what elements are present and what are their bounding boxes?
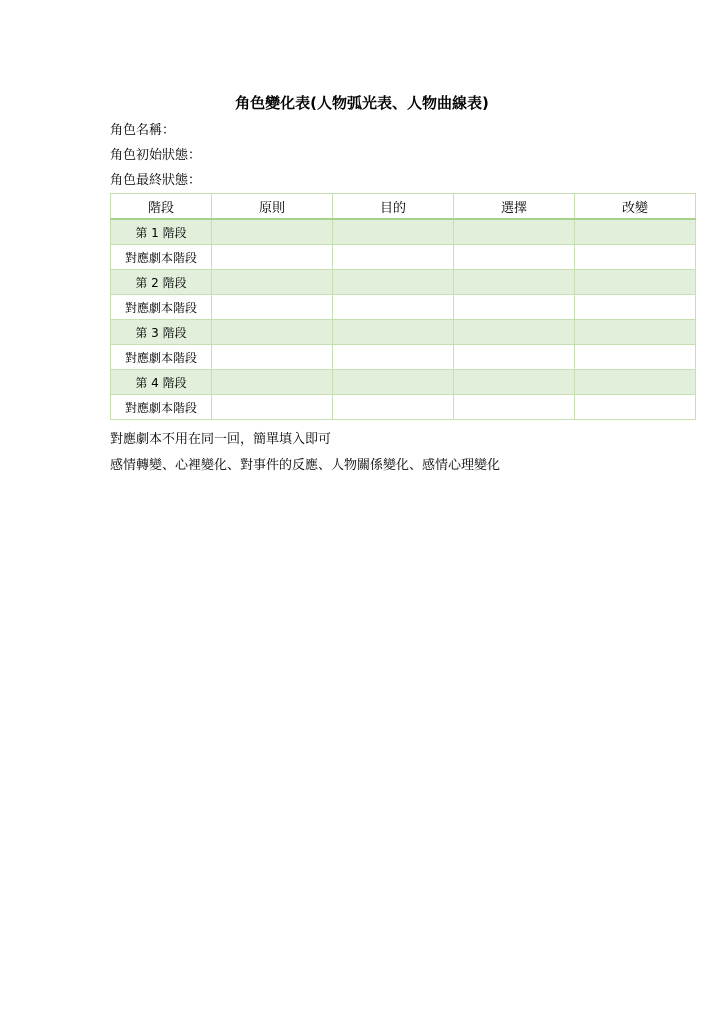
stage-label: 對應劇本階段 bbox=[111, 295, 212, 320]
header-purpose: 目的 bbox=[333, 194, 454, 220]
table-cell[interactable] bbox=[333, 270, 454, 295]
table-cell[interactable] bbox=[454, 345, 575, 370]
table-cell[interactable] bbox=[454, 270, 575, 295]
table-cell[interactable] bbox=[575, 345, 696, 370]
header-change: 改變 bbox=[575, 194, 696, 220]
table-cell[interactable] bbox=[454, 370, 575, 395]
table-cell[interactable] bbox=[333, 295, 454, 320]
table-cell[interactable] bbox=[454, 219, 575, 245]
header-principle: 原則 bbox=[212, 194, 333, 220]
character-arc-table bbox=[110, 193, 696, 420]
table-cell[interactable] bbox=[333, 219, 454, 245]
page-title: 角色變化表(人物弧光表、人物曲線表) bbox=[235, 94, 489, 112]
table-cell[interactable] bbox=[212, 395, 333, 420]
stage-label: 第 1 階段 bbox=[111, 219, 212, 245]
table-cell[interactable] bbox=[333, 395, 454, 420]
initial-state-field: 角色初始狀態： bbox=[110, 148, 202, 163]
character-name-field: 角色名稱： bbox=[110, 123, 176, 138]
table-cell[interactable] bbox=[454, 395, 575, 420]
table-cell[interactable] bbox=[212, 219, 333, 245]
stage-label: 對應劇本階段 bbox=[111, 345, 212, 370]
final-state-field: 角色最終狀態： bbox=[110, 173, 202, 188]
table-cell[interactable] bbox=[575, 370, 696, 395]
table-cell[interactable] bbox=[333, 345, 454, 370]
stage-label: 對應劇本階段 bbox=[111, 395, 212, 420]
table-cell[interactable] bbox=[212, 370, 333, 395]
table-cell[interactable] bbox=[454, 320, 575, 345]
table-cell[interactable] bbox=[575, 270, 696, 295]
note-script-stage: 對應劇本不用在同一回，簡單填入即可 bbox=[110, 432, 332, 447]
table-cell[interactable] bbox=[575, 219, 696, 245]
stage-label: 第 3 階段 bbox=[111, 320, 212, 345]
table-row bbox=[111, 219, 696, 245]
table-row bbox=[111, 370, 696, 395]
stage-label: 對應劇本階段 bbox=[111, 245, 212, 270]
table-cell[interactable] bbox=[454, 245, 575, 270]
table-cell[interactable] bbox=[575, 295, 696, 320]
table-row bbox=[111, 245, 696, 270]
table-row bbox=[111, 295, 696, 320]
table-row bbox=[111, 395, 696, 420]
stage-label: 第 4 階段 bbox=[111, 370, 212, 395]
table-cell[interactable] bbox=[575, 245, 696, 270]
stage-label: 第 2 階段 bbox=[111, 270, 212, 295]
table-cell[interactable] bbox=[212, 320, 333, 345]
header-stage: 階段 bbox=[111, 194, 212, 220]
table-cell[interactable] bbox=[212, 345, 333, 370]
note-change-types: 感情轉變、心裡變化、對事件的反應、人物關係變化、感情心理變化 bbox=[110, 458, 501, 473]
table-cell[interactable] bbox=[575, 320, 696, 345]
table-cell[interactable] bbox=[454, 295, 575, 320]
table-row bbox=[111, 320, 696, 345]
table-cell[interactable] bbox=[575, 395, 696, 420]
table-row bbox=[111, 345, 696, 370]
table-row bbox=[111, 270, 696, 295]
table-cell[interactable] bbox=[333, 370, 454, 395]
table-cell[interactable] bbox=[212, 270, 333, 295]
header-choice: 選擇 bbox=[454, 194, 575, 220]
table-header-row bbox=[111, 194, 696, 220]
table-cell[interactable] bbox=[212, 245, 333, 270]
table-cell[interactable] bbox=[333, 320, 454, 345]
table-cell[interactable] bbox=[212, 295, 333, 320]
table-cell[interactable] bbox=[333, 245, 454, 270]
